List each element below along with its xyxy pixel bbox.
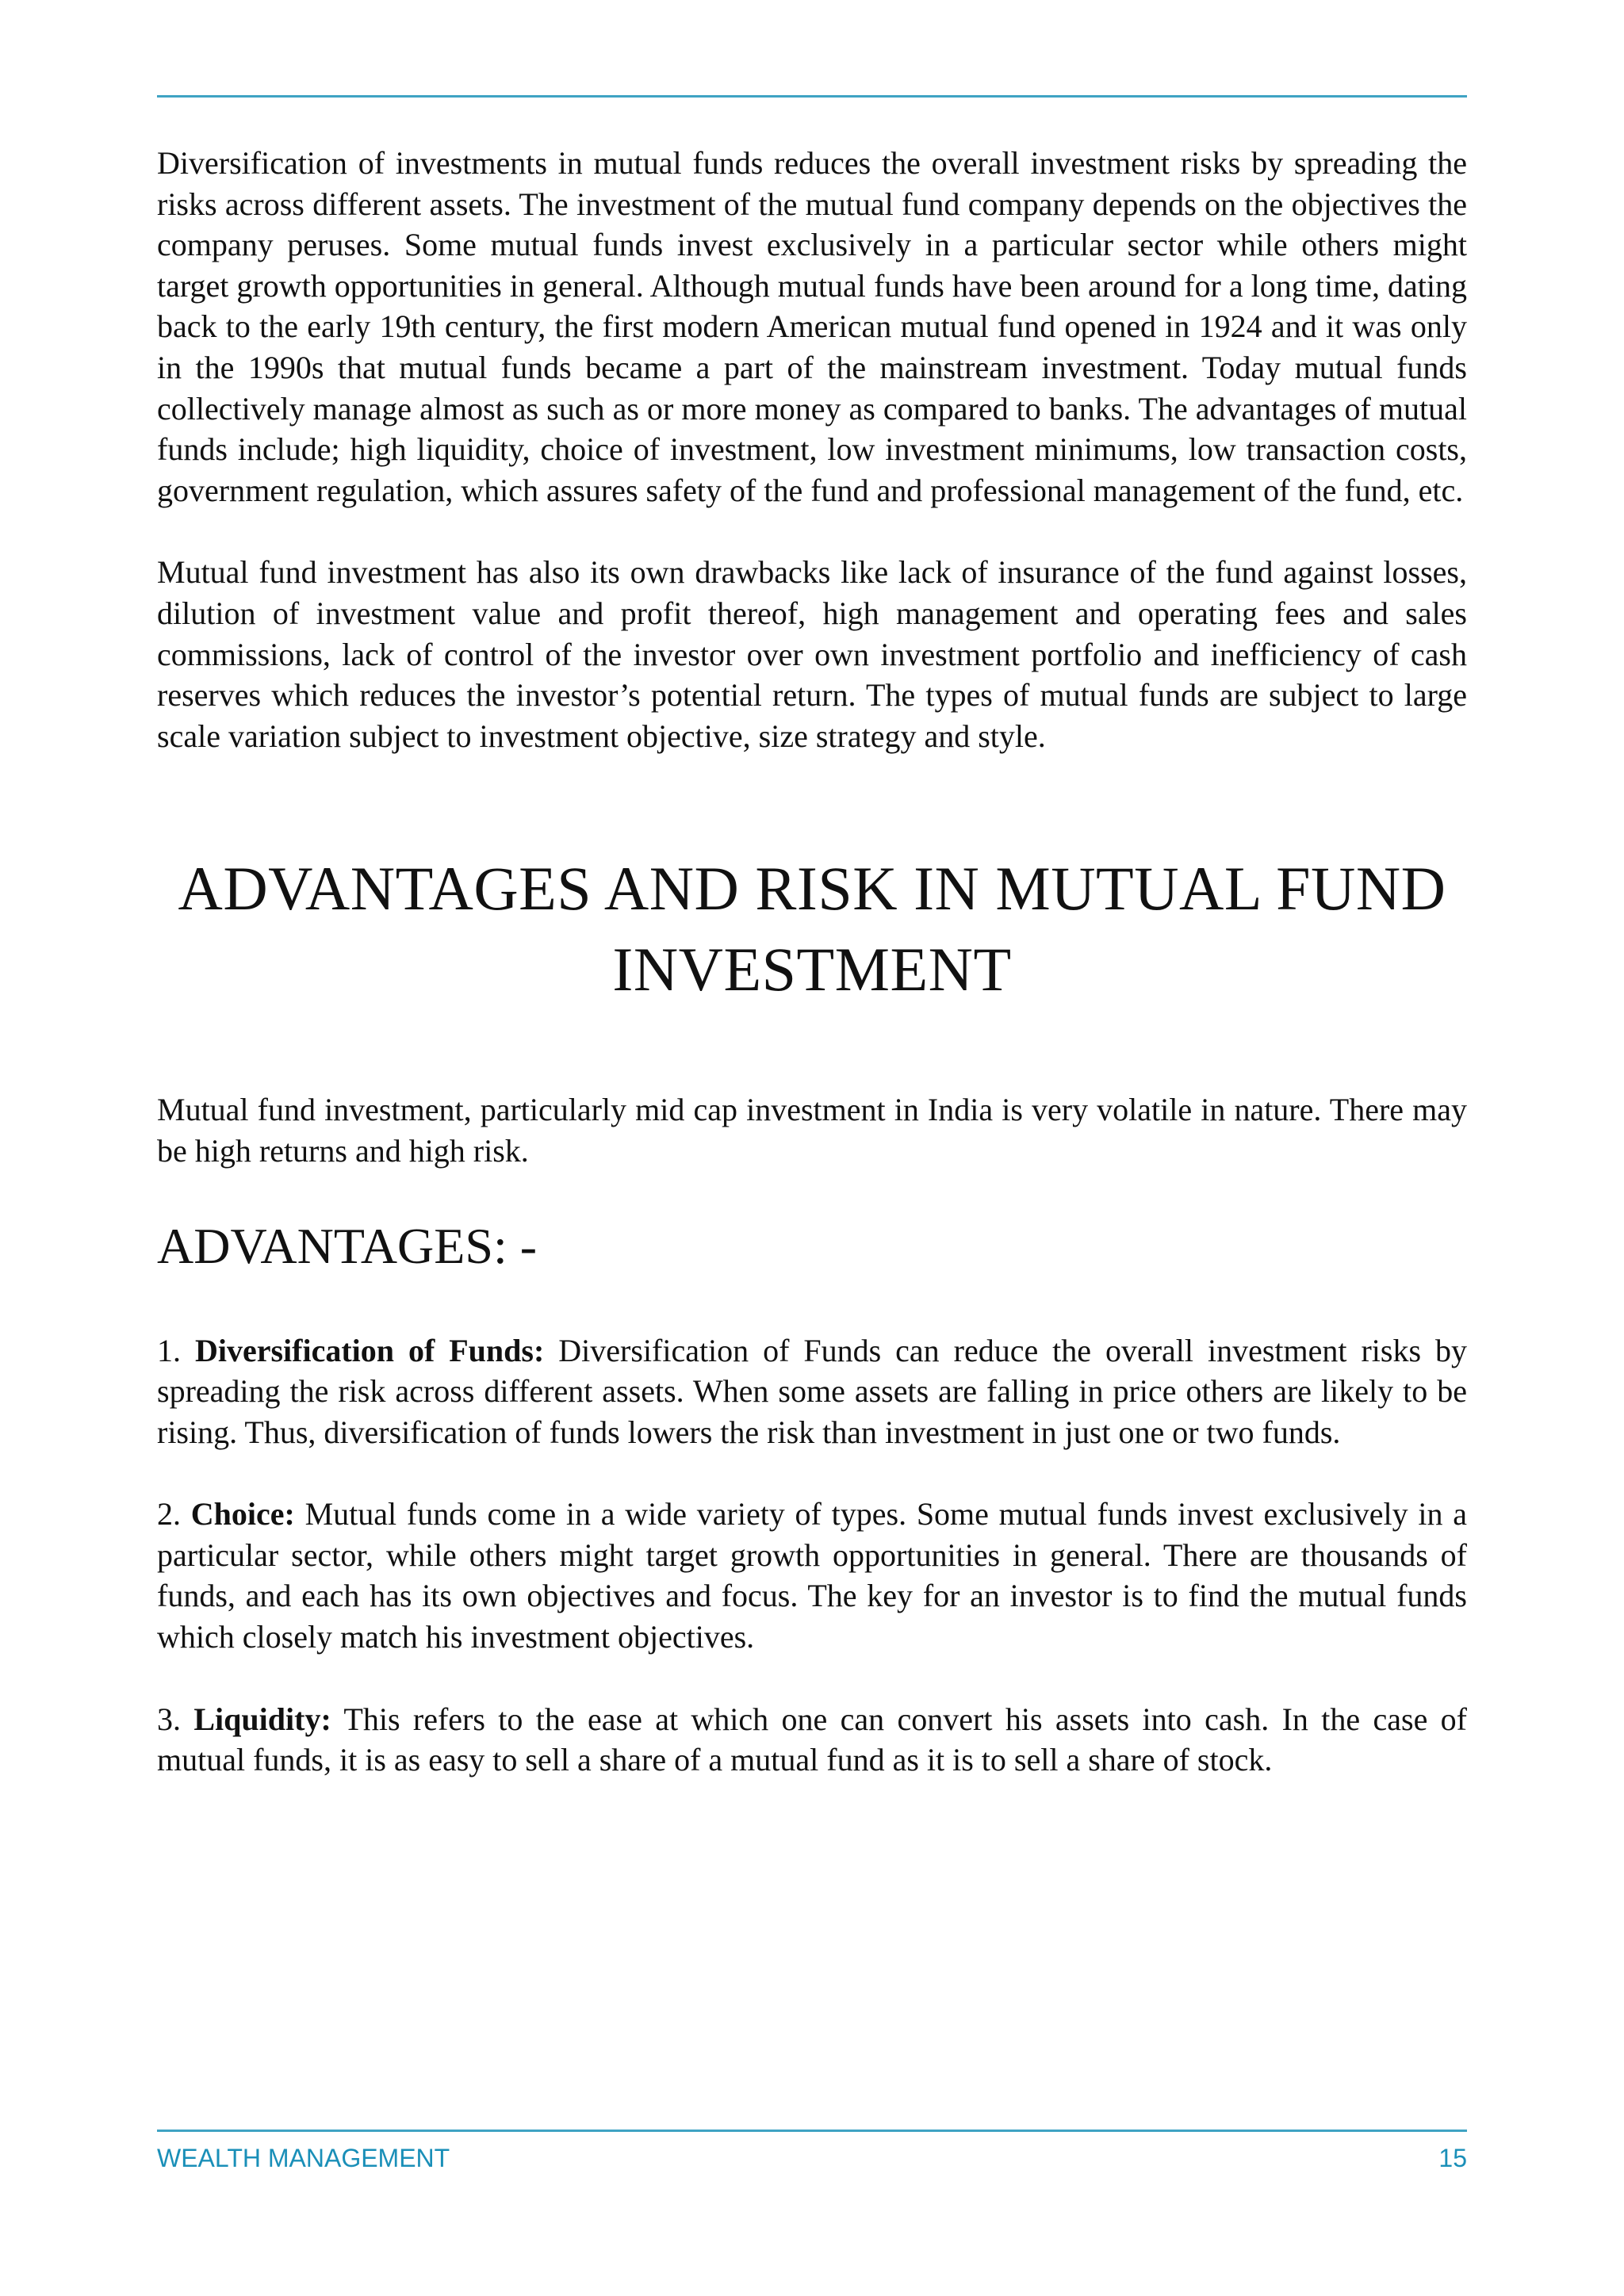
footer-rule [157, 2130, 1467, 2132]
advantage-number: 3. [157, 1701, 181, 1737]
advantage-term: Choice: [190, 1496, 295, 1533]
advantage-text: Mutual funds come in a wide variety of types. Some mutual funds invest exclusively in a particular sector, while others might target growth opportunities in general. There are thousands of funds, and each has its own objectives and focus. The key for an investor is to find the mutual funds which closely match his investment objectives. [157, 1496, 1467, 1655]
advantage-item-3 [157, 1699, 1467, 1781]
advantages-heading: ADVANTAGES: - [157, 1217, 538, 1274]
advantage-number: 2. [157, 1496, 181, 1533]
advantage-text: Diversification of Funds can reduce the overall investment risks by spreading the risk across different assets. When some assets are falling in price others are likely to be rising. Thus, diversification of funds lowers the risk than investment in just one or two funds. [157, 1332, 1467, 1450]
advantage-text: This refers to the ease at which one can convert his assets into cash. In the case of mutual funds, it is as easy to sell a share of a mutual fund as it is to sell a share of stock. [157, 1701, 1468, 1778]
footer-title: WEALTH MANAGEMENT [157, 2144, 450, 2172]
header-rule [157, 95, 1467, 98]
section-heading [157, 848, 1467, 1010]
page-footer [157, 2144, 1467, 2183]
advantage-term: Diversification of Funds: [194, 1332, 545, 1368]
intro-paragraph-1: Diversification of investments in mutual funds reduces the overall investment risks by spreading the risks across different assets. The investment of the mutual fund company depends on the objectives the company peruses. Some mutual funds invest exclusively in a particular sector while others might target growth opportunities in general. Although mutual funds have been around for a long time, dating back to the early 19th century, the first modern American mutual fund opened in 1924 and it was only in the 1990s that mutual funds became a part of the mainstream investment. Today mutual funds collectively manage almost as such as or more money as compared to banks. The advantages of mutual funds include; high liquidity, choice of investment, low investment minimums, low transaction costs, government regulation, which assures safety of the fund and professional management of the fund, etc. [157, 145, 1467, 508]
page-content [157, 143, 1467, 1781]
advantage-number: 1. [157, 1332, 181, 1368]
advantage-term: Liquidity: [193, 1701, 331, 1737]
advantage-item-1 [157, 1330, 1467, 1453]
section-heading-line-2: INVESTMENT [612, 935, 1012, 1004]
advantage-item-2 [157, 1494, 1467, 1657]
intro-paragraph-2: Mutual fund investment has also its own drawbacks like lack of insurance of the fund against losses, dilution of investment value and profit thereof, high management and operating fees and sales commissions, lack of control of the investor over own investment portfolio and inefficiency of cash reserves which reduces the investor’s potential return. The types of mutual funds are subject to large scale variation subject to investment objective, size strategy and style. [157, 554, 1467, 754]
section-intro-paragraph: Mutual fund investment, particularly mid cap investment in India is very volatile in nature. There may be high returns and high risk. [157, 1092, 1467, 1169]
page-number: 15 [1438, 2144, 1467, 2172]
section-heading-line-1: ADVANTAGES AND RISK IN MUTUAL FUND [178, 854, 1446, 924]
